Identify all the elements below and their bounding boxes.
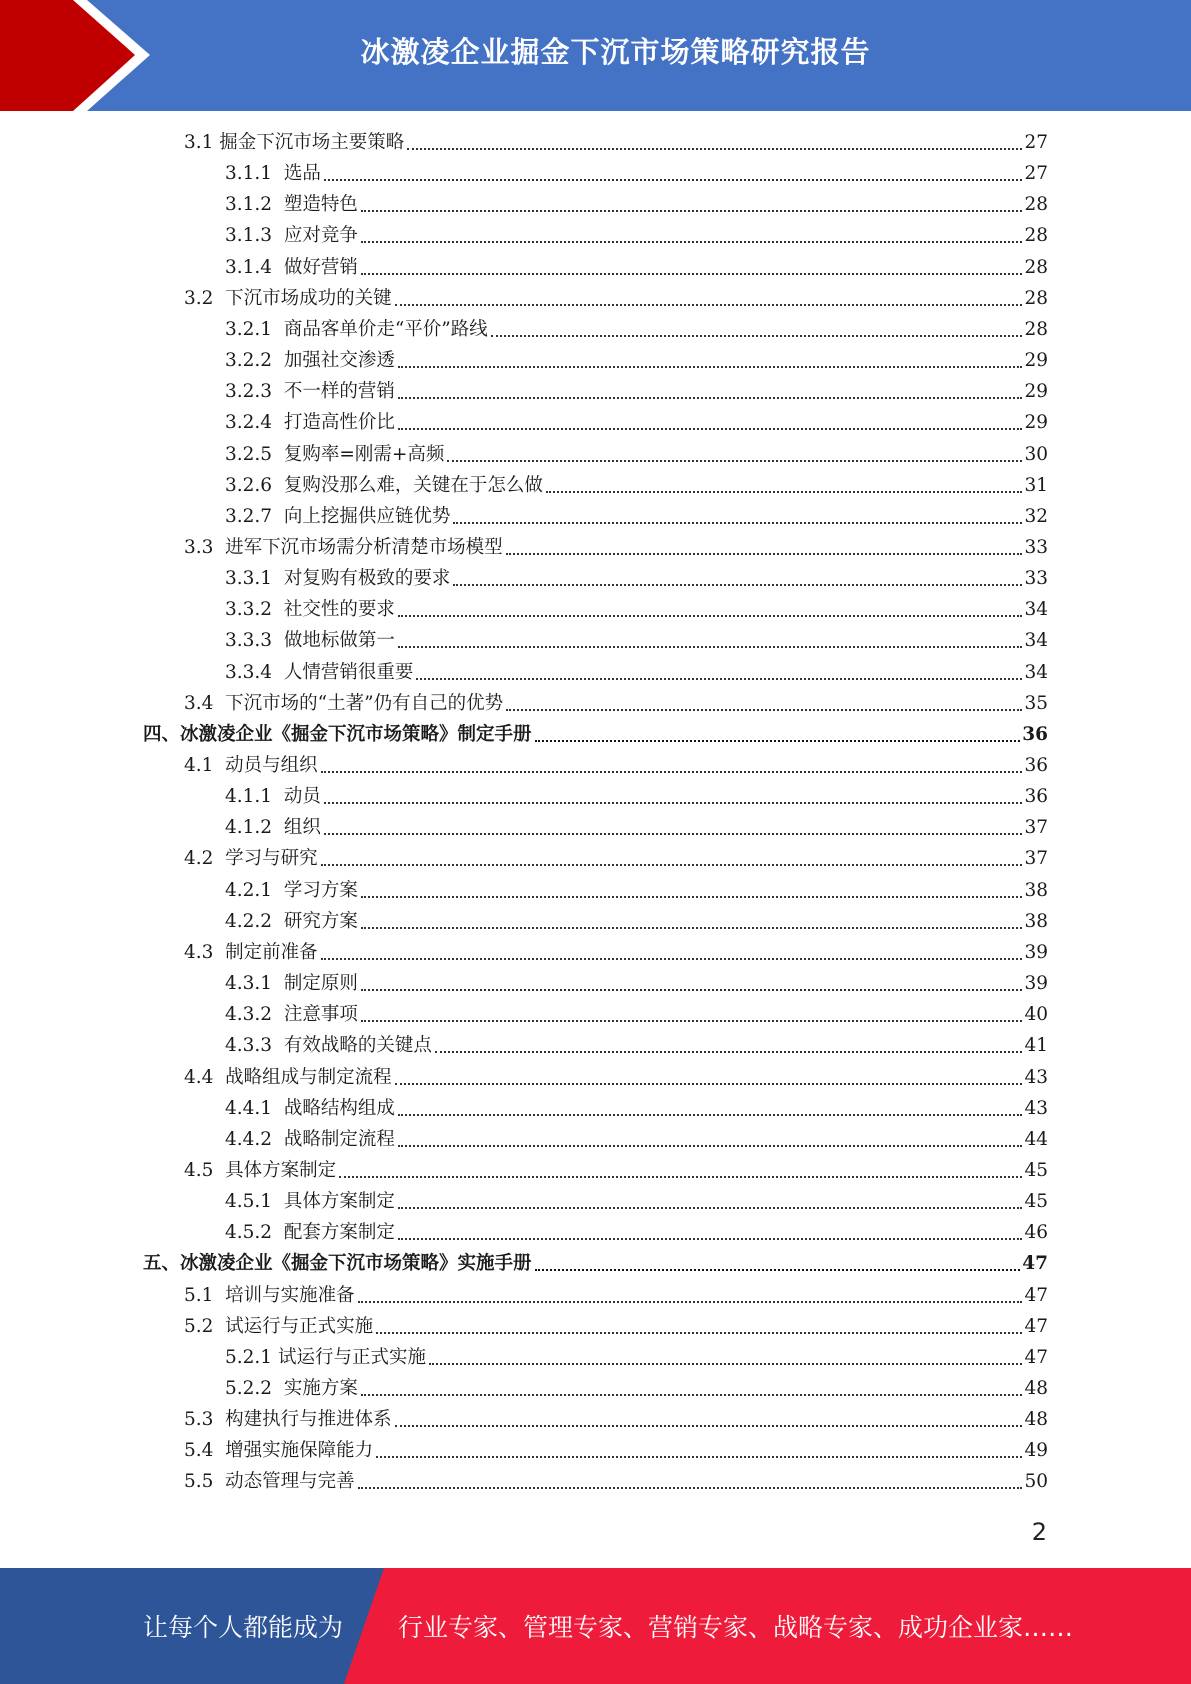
toc-entry[interactable]	[184, 1280, 1048, 1311]
toc-dot-leader	[398, 1238, 1023, 1240]
toc-dot-leader	[535, 740, 1021, 742]
toc-entry-page: 31	[1024, 474, 1048, 496]
toc-dot-leader	[358, 1487, 1023, 1489]
toc-entry-label: 3.4 下沉市场的“土著”仍有自己的优势	[184, 692, 504, 714]
toc-dot-leader	[506, 553, 1023, 555]
toc-dot-leader	[546, 491, 1023, 493]
toc-entry-page: 47	[1024, 1284, 1048, 1306]
toc-entry-label: 3.2.4 打造高性价比	[225, 412, 395, 434]
toc-entry-label: 4.5.1 具体方案制定	[225, 1191, 395, 1213]
footer-slogan-left: 让每个人都能成为	[143, 1613, 344, 1642]
toc-entry[interactable]	[143, 1248, 1048, 1279]
toc-dot-leader	[376, 1332, 1022, 1334]
toc-entry[interactable]	[225, 345, 1048, 376]
toc-entry-label: 3.1.1 选品	[225, 163, 321, 185]
toc-entry[interactable]	[184, 843, 1048, 874]
toc-entry-label: 4.3.1 制定原则	[225, 973, 358, 995]
toc-entry[interactable]	[225, 407, 1048, 438]
toc-dot-leader	[407, 148, 1022, 150]
toc-entry-page: 28	[1024, 225, 1048, 247]
toc-entry-page: 47	[1022, 1253, 1048, 1275]
toc-entry[interactable]	[225, 1093, 1048, 1124]
toc-entry[interactable]	[184, 1404, 1048, 1435]
toc-entry-label: 5.2.1 试运行与正式实施	[225, 1346, 426, 1368]
toc-dot-leader	[324, 802, 1023, 804]
toc-entry[interactable]	[184, 1435, 1048, 1466]
toc-entry-label: 3.2.2 加强社交渗透	[225, 350, 395, 372]
toc-entry[interactable]	[225, 252, 1048, 283]
toc-dot-leader	[321, 771, 1023, 773]
toc-entry-label: 5.4 增强实施保障能力	[184, 1440, 374, 1462]
toc-entry-label: 4.2 学习与研究	[184, 848, 318, 870]
toc-dot-leader	[361, 273, 1023, 275]
toc-entry[interactable]	[225, 875, 1048, 906]
toc-entry-page: 34	[1024, 661, 1048, 683]
footer-slogan-right: 行业专家、管理专家、营销专家、战略专家、成功企业家……	[398, 1613, 1074, 1642]
toc-entry-page: 29	[1024, 381, 1048, 403]
toc-entry[interactable]	[225, 1217, 1048, 1248]
toc-entry-label: 3.1.4 做好营销	[225, 256, 358, 278]
toc-dot-leader	[398, 615, 1023, 617]
toc-dot-leader	[321, 864, 1023, 866]
toc-entry[interactable]	[225, 158, 1048, 189]
toc-entry-label: 3.3.3 做地标做第一	[225, 630, 395, 652]
toc-entry[interactable]	[225, 999, 1048, 1030]
toc-entry[interactable]	[225, 781, 1048, 812]
toc-entry-label: 5.2 试运行与正式实施	[184, 1315, 374, 1337]
toc-entry[interactable]	[184, 1062, 1048, 1093]
toc-entry-page: 39	[1024, 941, 1048, 963]
toc-entry[interactable]	[184, 127, 1048, 158]
toc-dot-leader	[429, 1363, 1022, 1365]
toc-entry-label: 4.5 具体方案制定	[184, 1159, 337, 1181]
toc-dot-leader	[398, 366, 1023, 368]
toc-entry-label: 四、冰激凌企业《掘金下沉市场策略》制定手册	[143, 723, 532, 745]
toc-entry-page: 28	[1024, 256, 1048, 278]
toc-entry-page: 34	[1024, 630, 1048, 652]
toc-entry-label: 3.2.3 不一样的营销	[225, 381, 395, 403]
toc-entry[interactable]	[225, 1373, 1048, 1404]
toc-dot-leader	[395, 1425, 1023, 1427]
toc-entry-label: 4.3 制定前准备	[184, 941, 318, 963]
toc-entry-page: 35	[1024, 692, 1048, 714]
toc-entry-label: 3.2.6 复购没那么难，关键在于怎么做	[225, 474, 543, 496]
toc-entry-page: 48	[1024, 1409, 1048, 1431]
toc-entry-label: 5.3 构建执行与推进体系	[184, 1409, 392, 1431]
toc-dot-leader	[321, 958, 1023, 960]
toc-entry-label: 3.1.2 塑造特色	[225, 194, 358, 216]
page-footer	[0, 1568, 1191, 1684]
toc-dot-leader	[398, 1145, 1023, 1147]
toc-entry[interactable]	[184, 532, 1048, 563]
toc-entry-page: 45	[1024, 1159, 1048, 1181]
toc-dot-leader	[453, 584, 1022, 586]
toc-entry-page: 34	[1024, 599, 1048, 621]
toc-entry[interactable]	[225, 376, 1048, 407]
toc-dot-leader	[376, 1456, 1022, 1458]
toc-entry-page: 41	[1024, 1035, 1048, 1057]
toc-entry-label: 4.2.2 研究方案	[225, 910, 358, 932]
toc-entry[interactable]	[225, 812, 1048, 843]
toc-dot-leader	[361, 989, 1023, 991]
toc-dot-leader	[416, 678, 1022, 680]
toc-entry[interactable]	[225, 594, 1048, 625]
toc-entry-page: 33	[1024, 536, 1048, 558]
report-title: 冰激凌企业掘金下沉市场策略研究报告	[360, 34, 871, 69]
toc-entry-page: 30	[1024, 443, 1048, 465]
toc-entry-label: 4.2.1 学习方案	[225, 879, 358, 901]
toc-entry-label: 3.2.1 商品客单价走“平价”路线	[225, 318, 488, 340]
toc-entry-page: 28	[1024, 194, 1048, 216]
toc-entry-page: 28	[1024, 318, 1048, 340]
toc-entry-label: 4.1.1 动员	[225, 786, 321, 808]
toc-entry-label: 5.2.2 实施方案	[225, 1378, 358, 1399]
toc-entry-page: 33	[1024, 568, 1048, 590]
toc-entry-page: 43	[1024, 1097, 1048, 1119]
toc-dot-leader	[447, 460, 1022, 462]
toc-dot-leader	[506, 709, 1022, 711]
toc-entry[interactable]	[184, 1311, 1048, 1342]
toc-dot-leader	[324, 833, 1023, 835]
toc-dot-leader	[361, 1394, 1023, 1396]
toc-entry-page: 37	[1024, 848, 1048, 870]
toc-entry-label: 4.1.2 组织	[225, 817, 321, 839]
toc-entry-page: 39	[1024, 973, 1048, 995]
toc-dot-leader	[398, 646, 1023, 648]
toc-entry-label: 4.5.2 配套方案制定	[225, 1222, 395, 1244]
toc-entry-label: 3.3.1 对复购有极致的要求	[225, 568, 451, 590]
toc-entry-label: 4.1 动员与组织	[184, 755, 318, 776]
toc-dot-leader	[491, 335, 1023, 337]
toc-entry[interactable]	[225, 314, 1048, 345]
toc-entry[interactable]	[225, 1124, 1048, 1155]
toc-entry[interactable]	[225, 563, 1048, 594]
toc-entry-label: 3.3 进军下沉市场需分析清楚市场模型	[184, 536, 503, 558]
toc-entry[interactable]	[184, 750, 1048, 781]
toc-dot-leader	[361, 927, 1023, 929]
toc-entry-page: 47	[1024, 1315, 1048, 1337]
toc-entry-page: 29	[1024, 412, 1048, 434]
toc-entry-page: 27	[1024, 163, 1048, 185]
toc-dot-leader	[398, 397, 1023, 399]
toc-entry-page: 47	[1024, 1346, 1048, 1368]
toc-entry-page: 27	[1024, 132, 1048, 153]
toc-entry-page: 36	[1024, 786, 1048, 808]
toc-dot-leader	[398, 1207, 1023, 1209]
toc-entry-label: 五、冰激凌企业《掘金下沉市场策略》实施手册	[143, 1253, 532, 1275]
toc-dot-leader	[395, 1083, 1023, 1085]
toc-entry-page: 44	[1024, 1128, 1048, 1150]
toc-dot-leader	[453, 522, 1022, 524]
toc-dot-leader	[361, 896, 1023, 898]
toc-dot-leader	[398, 428, 1023, 430]
toc-entry[interactable]	[225, 1186, 1048, 1217]
toc-entry[interactable]	[225, 189, 1048, 220]
toc-entry-label: 3.3.2 社交性的要求	[225, 599, 395, 621]
toc-entry-page: 43	[1024, 1066, 1048, 1088]
toc-entry-page: 32	[1024, 505, 1048, 527]
page-header	[0, 0, 1191, 111]
toc-entry[interactable]	[225, 220, 1048, 251]
toc-entry[interactable]	[184, 1155, 1048, 1186]
toc-dot-leader	[361, 210, 1023, 212]
toc-entry-label: 5.1 培训与实施准备	[184, 1284, 355, 1306]
toc-entry-label: 4.4 战略组成与制定流程	[184, 1066, 392, 1088]
toc-entry[interactable]	[184, 283, 1048, 314]
toc-dot-leader	[535, 1269, 1021, 1271]
toc-entry[interactable]	[225, 1030, 1048, 1061]
toc-entry-page: 40	[1024, 1004, 1048, 1026]
toc-entry-page: 45	[1024, 1191, 1048, 1213]
toc-entry-page: 50	[1024, 1471, 1048, 1493]
toc-entry-page: 36	[1024, 755, 1048, 776]
toc-entry[interactable]	[225, 1342, 1048, 1373]
toc-entry[interactable]	[225, 501, 1048, 532]
toc-entry-label: 4.3.2 注意事项	[225, 1004, 358, 1026]
toc-entry-page: 49	[1024, 1440, 1048, 1462]
toc-entry[interactable]	[225, 968, 1048, 999]
toc-entry-page: 37	[1024, 817, 1048, 839]
toc-entry[interactable]	[225, 625, 1048, 656]
toc-entry-label: 4.3.3 有效战略的关键点	[225, 1035, 432, 1057]
toc-entry-page: 38	[1024, 879, 1048, 901]
toc-dot-leader	[324, 179, 1023, 181]
toc-entry-label: 4.4.2 战略制定流程	[225, 1128, 395, 1150]
toc-entry-page: 48	[1024, 1378, 1048, 1399]
toc-dot-leader	[395, 304, 1023, 306]
toc-entry-page: 29	[1024, 350, 1048, 372]
toc-entry-label: 5.5 动态管理与完善	[184, 1471, 355, 1493]
toc-dot-leader	[361, 241, 1023, 243]
page-number: 2	[1031, 1518, 1047, 1546]
toc-entry[interactable]	[184, 937, 1048, 968]
toc-entry-label: 3.2 下沉市场成功的关键	[184, 287, 392, 309]
toc-entry-label: 3.1 掘金下沉市场主要策略	[184, 132, 405, 153]
toc-dot-leader	[358, 1301, 1023, 1303]
toc-entry[interactable]	[225, 657, 1048, 688]
toc-entry[interactable]	[225, 906, 1048, 937]
toc-entry-label: 4.4.1 战略结构组成	[225, 1097, 395, 1119]
toc-entry[interactable]	[143, 719, 1048, 750]
toc-entry-label: 3.2.7 向上挖掘供应链优势	[225, 505, 451, 527]
toc-entry-page: 28	[1024, 287, 1048, 309]
toc-entry[interactable]	[184, 688, 1048, 719]
toc-entry-label: 3.2.5 复购率=刚需+高频	[225, 443, 445, 465]
toc-dot-leader	[398, 1114, 1023, 1116]
toc-entry-label: 3.1.3 应对竞争	[225, 225, 358, 247]
toc-entry-page: 46	[1024, 1222, 1048, 1244]
toc-entry[interactable]	[225, 470, 1048, 501]
toc-dot-leader	[435, 1051, 1023, 1053]
toc-dot-leader	[361, 1020, 1023, 1022]
toc-entry[interactable]	[225, 439, 1048, 470]
toc-entry-page: 36	[1022, 723, 1048, 745]
toc-dot-leader	[339, 1176, 1022, 1178]
toc-entry[interactable]	[184, 1466, 1048, 1497]
toc-entry-label: 3.3.4 人情营销很重要	[225, 661, 414, 683]
toc-entry-page: 38	[1024, 910, 1048, 932]
